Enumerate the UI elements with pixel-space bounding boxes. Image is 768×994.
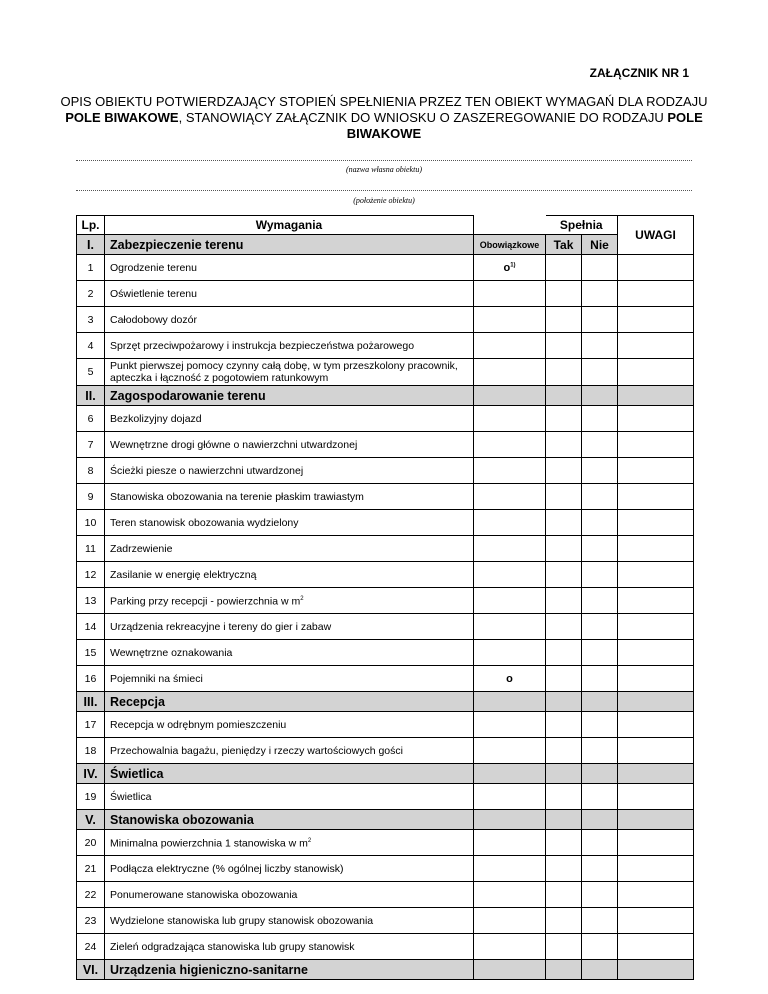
section-row (77, 960, 694, 980)
requirement-text (105, 281, 474, 307)
table-row (77, 562, 694, 588)
section-title: Zabezpieczenie terenu (105, 235, 474, 255)
requirement-label: Ponumerowane stanowiska obozowania (110, 888, 298, 901)
requirement-label: Ogrodzenie terenu (110, 261, 197, 274)
requirement-label: Zieleń odgradzająca stanowiska lub grupy stanowisk (110, 940, 355, 953)
header-yes: Tak (546, 235, 582, 255)
row-number: 9 (77, 484, 105, 510)
mandatory-mark (474, 307, 546, 333)
no-checkbox-cell[interactable] (582, 640, 618, 666)
requirement-label: Całodobowy dozór (110, 313, 197, 326)
requirement-label: Punkt pierwszej pomocy czynny całą dobę, w tym przeszkolony pracownik, apteczka i łączność z pogotowiem ratunkowym (110, 360, 458, 384)
row-number: 21 (77, 856, 105, 882)
no-checkbox-cell[interactable] (582, 255, 618, 281)
mandatory-mark (474, 458, 546, 484)
requirement-text (105, 640, 474, 666)
no-checkbox-cell[interactable] (582, 359, 618, 386)
table-row (77, 882, 694, 908)
section-remarks-cell (618, 810, 694, 830)
section-yes-cell (546, 764, 582, 784)
section-row (77, 764, 694, 784)
requirement-label: Ścieżki piesze o nawierzchni utwardzonej (110, 464, 304, 477)
no-checkbox-cell[interactable] (582, 934, 618, 960)
requirement-label: Wydzielone stanowiska lub grupy stanowisk obozowania (110, 914, 374, 927)
mandatory-mark (474, 333, 546, 359)
mandatory-mark (474, 510, 546, 536)
unit-superscript: 2 (300, 596, 304, 603)
row-number: 16 (77, 666, 105, 692)
mandatory-mark (474, 640, 546, 666)
remarks-cell[interactable] (618, 255, 694, 281)
requirement-label: Bezkolizyjny dojazd (110, 412, 202, 425)
mandatory-mark (474, 281, 546, 307)
row-number: 1 (77, 255, 105, 281)
requirement-text (105, 406, 474, 432)
object-name-line[interactable] (76, 160, 692, 161)
yes-checkbox-cell[interactable] (546, 882, 582, 908)
document-title (60, 94, 708, 142)
requirement-text (105, 666, 474, 692)
mandatory-mark (474, 588, 546, 614)
requirement-text (105, 614, 474, 640)
section-remarks-cell (618, 960, 694, 980)
header-requirements: Wymagania (105, 216, 474, 235)
requirement-label: Urządzenia rekreacyjne i tereny do gier i zabaw (110, 620, 332, 633)
table-row (77, 307, 694, 333)
remarks-cell[interactable] (618, 562, 694, 588)
requirement-label: Parking przy recepcji - powierzchnia w m (110, 595, 301, 608)
requirement-label: Sprzęt przeciwpożarowy i instrukcja bezpieczeństwa pożarowego (110, 339, 415, 352)
remarks-cell[interactable] (618, 712, 694, 738)
header-lp: Lp. (77, 216, 105, 235)
section-yes-cell (546, 692, 582, 712)
title-bold-1: POLE BIWAKOWE (65, 110, 179, 125)
yes-checkbox-cell[interactable] (546, 359, 582, 386)
section-mandatory-cell (474, 764, 546, 784)
mandatory-mark (474, 712, 546, 738)
table-row (77, 536, 694, 562)
table-row (77, 830, 694, 856)
mandatory-mark (474, 562, 546, 588)
yes-checkbox-cell[interactable] (546, 281, 582, 307)
requirement-text (105, 830, 474, 856)
no-checkbox-cell[interactable] (582, 738, 618, 764)
requirement-label: Stanowiska obozowania na terenie płaskim trawiastym (110, 490, 364, 503)
section-mandatory-cell (474, 960, 546, 980)
table-row (77, 359, 694, 386)
no-checkbox-cell[interactable] (582, 484, 618, 510)
section-remarks-cell (618, 386, 694, 406)
section-row (77, 235, 694, 255)
header-no: Nie (582, 235, 618, 255)
section-number: I. (77, 235, 105, 255)
no-checkbox-cell[interactable] (582, 588, 618, 614)
section-number: V. (77, 810, 105, 830)
row-number: 19 (77, 784, 105, 810)
remarks-cell[interactable] (618, 934, 694, 960)
table-row (77, 712, 694, 738)
mandatory-mark (474, 830, 546, 856)
mandatory-mark (474, 738, 546, 764)
no-checkbox-cell[interactable] (582, 856, 618, 882)
requirement-text (105, 908, 474, 934)
section-remarks-cell (618, 692, 694, 712)
yes-checkbox-cell[interactable] (546, 307, 582, 333)
yes-checkbox-cell[interactable] (546, 830, 582, 856)
section-number: III. (77, 692, 105, 712)
section-mandatory-cell (474, 386, 546, 406)
row-number: 13 (77, 588, 105, 614)
row-number: 14 (77, 614, 105, 640)
mandatory-mark (474, 432, 546, 458)
requirement-text (105, 333, 474, 359)
remarks-cell[interactable] (618, 307, 694, 333)
row-number: 17 (77, 712, 105, 738)
no-checkbox-cell[interactable] (582, 536, 618, 562)
requirement-text (105, 307, 474, 333)
table-row (77, 458, 694, 484)
mandatory-mark (474, 359, 546, 386)
section-number: II. (77, 386, 105, 406)
table-row (77, 738, 694, 764)
table-row (77, 281, 694, 307)
requirement-label: Wewnętrzne drogi główne o nawierzchni utwardzonej (110, 438, 358, 451)
row-number: 15 (77, 640, 105, 666)
requirement-label: Minimalna powierzchnia 1 stanowiska w m (110, 837, 308, 850)
requirement-text (105, 588, 474, 614)
yes-checkbox-cell[interactable] (546, 588, 582, 614)
no-checkbox-cell[interactable] (582, 666, 618, 692)
section-no-cell (582, 810, 618, 830)
row-number: 6 (77, 406, 105, 432)
requirement-label: Oświetlenie terenu (110, 287, 197, 300)
yes-checkbox-cell[interactable] (546, 255, 582, 281)
row-number: 23 (77, 908, 105, 934)
yes-checkbox-cell[interactable] (546, 784, 582, 810)
requirement-label: Recepcja w odrębnym pomieszczeniu (110, 718, 287, 731)
requirement-text (105, 359, 474, 386)
yes-checkbox-cell[interactable] (546, 536, 582, 562)
table-row (77, 432, 694, 458)
no-checkbox-cell[interactable] (582, 432, 618, 458)
remarks-cell[interactable] (618, 614, 694, 640)
remarks-cell[interactable] (618, 536, 694, 562)
mandatory-o: o (503, 261, 511, 274)
no-checkbox-cell[interactable] (582, 333, 618, 359)
section-number: VI. (77, 960, 105, 980)
row-number: 2 (77, 281, 105, 307)
requirement-text (105, 934, 474, 960)
section-yes-cell (546, 960, 582, 980)
remarks-cell[interactable] (618, 333, 694, 359)
section-no-cell (582, 960, 618, 980)
remarks-cell[interactable] (618, 908, 694, 934)
section-row (77, 692, 694, 712)
remarks-cell[interactable] (618, 784, 694, 810)
requirement-label: Przechowalnia bagażu, pieniędzy i rzeczy wartościowych gości (110, 744, 403, 757)
mandatory-mark (474, 614, 546, 640)
section-title: Zagospodarowanie terenu (105, 386, 474, 406)
row-number: 20 (77, 830, 105, 856)
requirement-text (105, 458, 474, 484)
yes-checkbox-cell[interactable] (546, 666, 582, 692)
requirement-text (105, 882, 474, 908)
table-row (77, 908, 694, 934)
no-checkbox-cell[interactable] (582, 830, 618, 856)
remarks-cell[interactable] (618, 830, 694, 856)
row-number: 7 (77, 432, 105, 458)
requirement-text (105, 712, 474, 738)
header-fulfills: Spełnia (546, 216, 618, 235)
yes-checkbox-cell[interactable] (546, 712, 582, 738)
no-checkbox-cell[interactable] (582, 908, 618, 934)
requirement-text (105, 484, 474, 510)
no-checkbox-cell[interactable] (582, 406, 618, 432)
annex-label: ZAŁĄCZNIK NR 1 (589, 66, 689, 80)
remarks-cell[interactable] (618, 406, 694, 432)
yes-checkbox-cell[interactable] (546, 510, 582, 536)
yes-checkbox-cell[interactable] (546, 484, 582, 510)
requirement-label: Świetlica (110, 790, 152, 803)
yes-checkbox-cell[interactable] (546, 458, 582, 484)
requirement-label: Pojemniki na śmieci (110, 672, 203, 685)
yes-checkbox-cell[interactable] (546, 333, 582, 359)
section-no-cell (582, 386, 618, 406)
requirement-text (105, 562, 474, 588)
remarks-cell[interactable] (618, 432, 694, 458)
yes-checkbox-cell[interactable] (546, 640, 582, 666)
table-row (77, 406, 694, 432)
unit-superscript: 2 (307, 838, 312, 845)
requirement-text (105, 432, 474, 458)
row-number: 8 (77, 458, 105, 484)
section-title: Stanowiska obozowania (105, 810, 474, 830)
table-row (77, 640, 694, 666)
requirement-label: Zadrzewienie (110, 542, 173, 555)
yes-checkbox-cell[interactable] (546, 856, 582, 882)
section-remarks-cell (618, 764, 694, 784)
title-text-2: , STANOWIĄCY ZAŁĄCZNIK DO WNIOSKU O ZASZEREGOWANIE DO RODZAJU (178, 110, 668, 125)
title-bold-2: POLE BIWAKOWE (346, 110, 703, 141)
mandatory-mark (474, 406, 546, 432)
requirement-text (105, 536, 474, 562)
requirement-label: Podłącza elektryczne (% ogólnej liczby stanowisk) (110, 862, 344, 875)
yes-checkbox-cell[interactable] (546, 738, 582, 764)
row-number: 12 (77, 562, 105, 588)
table-row (77, 588, 694, 614)
remarks-cell[interactable] (618, 640, 694, 666)
mandatory-mark (474, 536, 546, 562)
mandatory-mark (474, 484, 546, 510)
mandatory-o: o (506, 672, 513, 685)
header-remarks: UWAGI (618, 216, 694, 255)
header-mandatory: Obowiązkowe (474, 235, 546, 255)
row-number: 10 (77, 510, 105, 536)
table-row (77, 666, 694, 692)
table-row (77, 484, 694, 510)
remarks-cell[interactable] (618, 359, 694, 386)
mandatory-mark (474, 666, 546, 692)
remarks-cell[interactable] (618, 882, 694, 908)
yes-checkbox-cell[interactable] (546, 934, 582, 960)
requirement-label: Wewnętrzne oznakowania (110, 646, 233, 659)
table-row (77, 934, 694, 960)
title-text-1: OPIS OBIEKTU POTWIERDZAJĄCY STOPIEŃ SPEŁNIENIA PRZEZ TEN OBIEKT WYMAGAŃ DLA RODZAJU (60, 94, 708, 109)
row-number: 5 (77, 359, 105, 386)
section-row (77, 810, 694, 830)
header-blank (474, 216, 546, 235)
row-number: 11 (77, 536, 105, 562)
section-row (77, 386, 694, 406)
yes-checkbox-cell[interactable] (546, 406, 582, 432)
yes-checkbox-cell[interactable] (546, 562, 582, 588)
remarks-cell[interactable] (618, 281, 694, 307)
no-checkbox-cell[interactable] (582, 307, 618, 333)
requirement-text (105, 856, 474, 882)
mandatory-mark (474, 784, 546, 810)
requirement-text (105, 255, 474, 281)
object-name-caption: (nazwa własna obiektu) (346, 165, 422, 174)
requirement-text (105, 510, 474, 536)
section-yes-cell (546, 810, 582, 830)
remarks-cell[interactable] (618, 666, 694, 692)
remarks-cell[interactable] (618, 458, 694, 484)
table-row (77, 510, 694, 536)
object-location-line[interactable] (76, 190, 692, 191)
no-checkbox-cell[interactable] (582, 458, 618, 484)
table-row (77, 784, 694, 810)
object-location-caption: (położenie obiektu) (353, 196, 415, 205)
no-checkbox-cell[interactable] (582, 562, 618, 588)
table-row (77, 614, 694, 640)
no-checkbox-cell[interactable] (582, 510, 618, 536)
mandatory-mark (474, 856, 546, 882)
requirement-label: Teren stanowisk obozowania wydzielony (110, 516, 299, 529)
mandatory-mark (474, 908, 546, 934)
remarks-cell[interactable] (618, 588, 694, 614)
requirement-text (105, 784, 474, 810)
row-number: 3 (77, 307, 105, 333)
row-number: 4 (77, 333, 105, 359)
footnote-mark: 1) (510, 261, 516, 268)
requirements-table (76, 215, 694, 980)
section-number: IV. (77, 764, 105, 784)
row-number: 18 (77, 738, 105, 764)
section-no-cell (582, 692, 618, 712)
mandatory-mark (474, 255, 546, 281)
no-checkbox-cell[interactable] (582, 882, 618, 908)
yes-checkbox-cell[interactable] (546, 908, 582, 934)
row-number: 24 (77, 934, 105, 960)
no-checkbox-cell[interactable] (582, 281, 618, 307)
mandatory-mark (474, 882, 546, 908)
section-title: Urządzenia higieniczno-sanitarne (105, 960, 474, 980)
requirement-text (105, 738, 474, 764)
table-row (77, 255, 694, 281)
section-mandatory-cell (474, 692, 546, 712)
remarks-cell[interactable] (618, 856, 694, 882)
requirement-label: Zasilanie w energię elektryczną (110, 568, 257, 581)
section-mandatory-cell (474, 810, 546, 830)
table-row (77, 856, 694, 882)
no-checkbox-cell[interactable] (582, 712, 618, 738)
mandatory-mark (474, 934, 546, 960)
section-title: Świetlica (105, 764, 474, 784)
no-checkbox-cell[interactable] (582, 614, 618, 640)
remarks-cell[interactable] (618, 484, 694, 510)
remarks-cell[interactable] (618, 510, 694, 536)
section-title: Recepcja (105, 692, 474, 712)
row-number: 22 (77, 882, 105, 908)
remarks-cell[interactable] (618, 738, 694, 764)
table-row (77, 333, 694, 359)
yes-checkbox-cell[interactable] (546, 432, 582, 458)
section-yes-cell (546, 386, 582, 406)
yes-checkbox-cell[interactable] (546, 614, 582, 640)
no-checkbox-cell[interactable] (582, 784, 618, 810)
section-no-cell (582, 764, 618, 784)
